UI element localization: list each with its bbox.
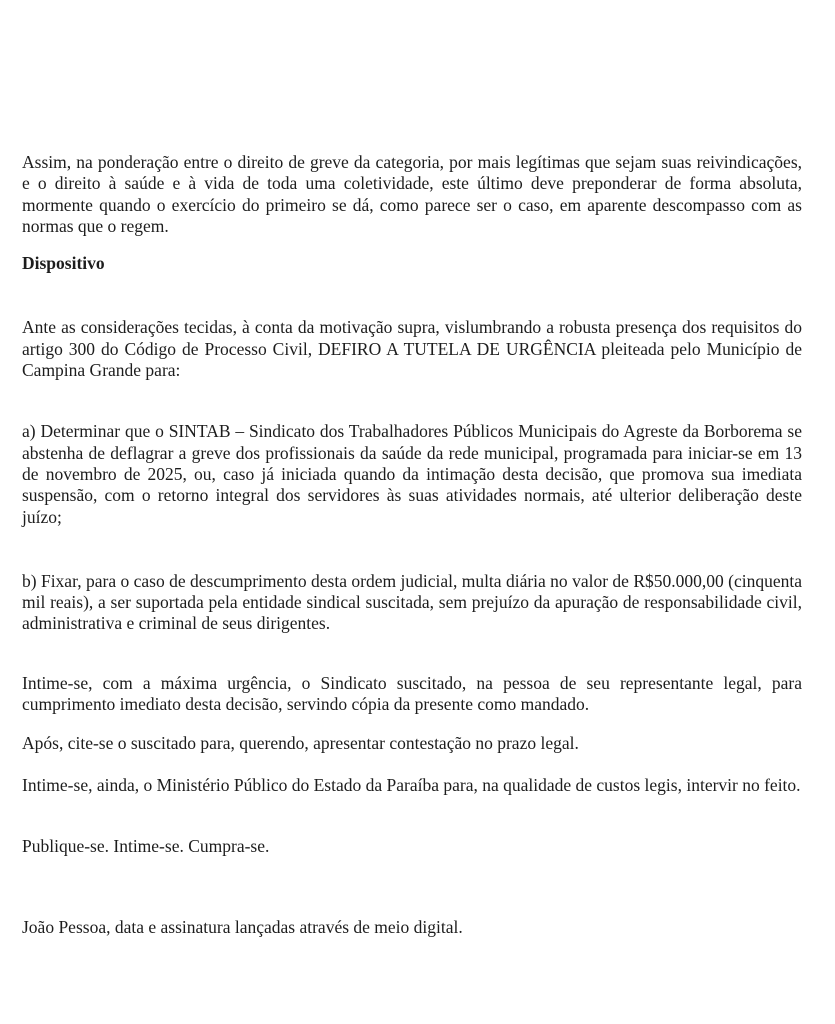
order-citation-paragraph: Após, cite-se o suscitado para, querendo, apresentar contestação no prazo legal.	[22, 733, 579, 754]
order-intimation-paragraph: Intime-se, com a máxima urgência, o Sindicato suscitado, na pessoa de seu representante legal, para cumprimento imediato desta decisão, servindo cópia da presente como mandado.	[22, 672, 802, 715]
order-publish-paragraph: Publique-se. Intime-se. Cumpra-se.	[22, 835, 270, 856]
decision-item-a: a) Determinar que o SINTAB – Sindicato dos Trabalhadores Públicos Municipais do Agreste da Borborema se abstenha de deflagrar a greve dos profissionais da saúde da rede municipal, programada para iniciar-se em 13 de novembro de 2025, ou, caso já iniciada quando da intimação desta decisão, que promova sua imediata suspensão, com o retorno integral dos servidores às suas atividades normais, até ulterior deliberação deste juízo;	[22, 421, 802, 527]
section-heading-dispositivo: Dispositivo	[22, 253, 105, 274]
intro-paragraph: Assim, na ponderação entre o direito de greve da categoria, por mais legítimas que sejam suas reivindicações, e o direito à saúde e à vida de toda uma coletividade, este último deve preponderar de forma absoluta, mormente quando o exercício do primeiro se dá, como parece ser o caso, em aparente descompasso com as normas que o regem.	[22, 152, 802, 236]
signature-line: João Pessoa, data e assinatura lançadas através de meio digital.	[22, 917, 463, 938]
decision-item-b: b) Fixar, para o caso de descumprimento desta ordem judicial, multa diária no valor de R$50.000,00 (cinquenta mil reais), a ser suportada pela entidade sindical suscitada, sem prejuízo da apuração de responsabilidade civil, administrativa e criminal de seus dirigentes.	[22, 570, 802, 634]
decision-paragraph: Ante as considerações tecidas, à conta da motivação supra, vislumbrando a robusta presença dos requisitos do artigo 300 do Código de Processo Civil, DEFIRO A TUTELA DE URGÊNCIA pleiteada pelo Município de Campina Grande para:	[22, 317, 802, 381]
order-public-ministry-paragraph: Intime-se, ainda, o Ministério Público do Estado da Paraíba para, na qualidade de custos legis, intervir no feito.	[22, 774, 801, 795]
